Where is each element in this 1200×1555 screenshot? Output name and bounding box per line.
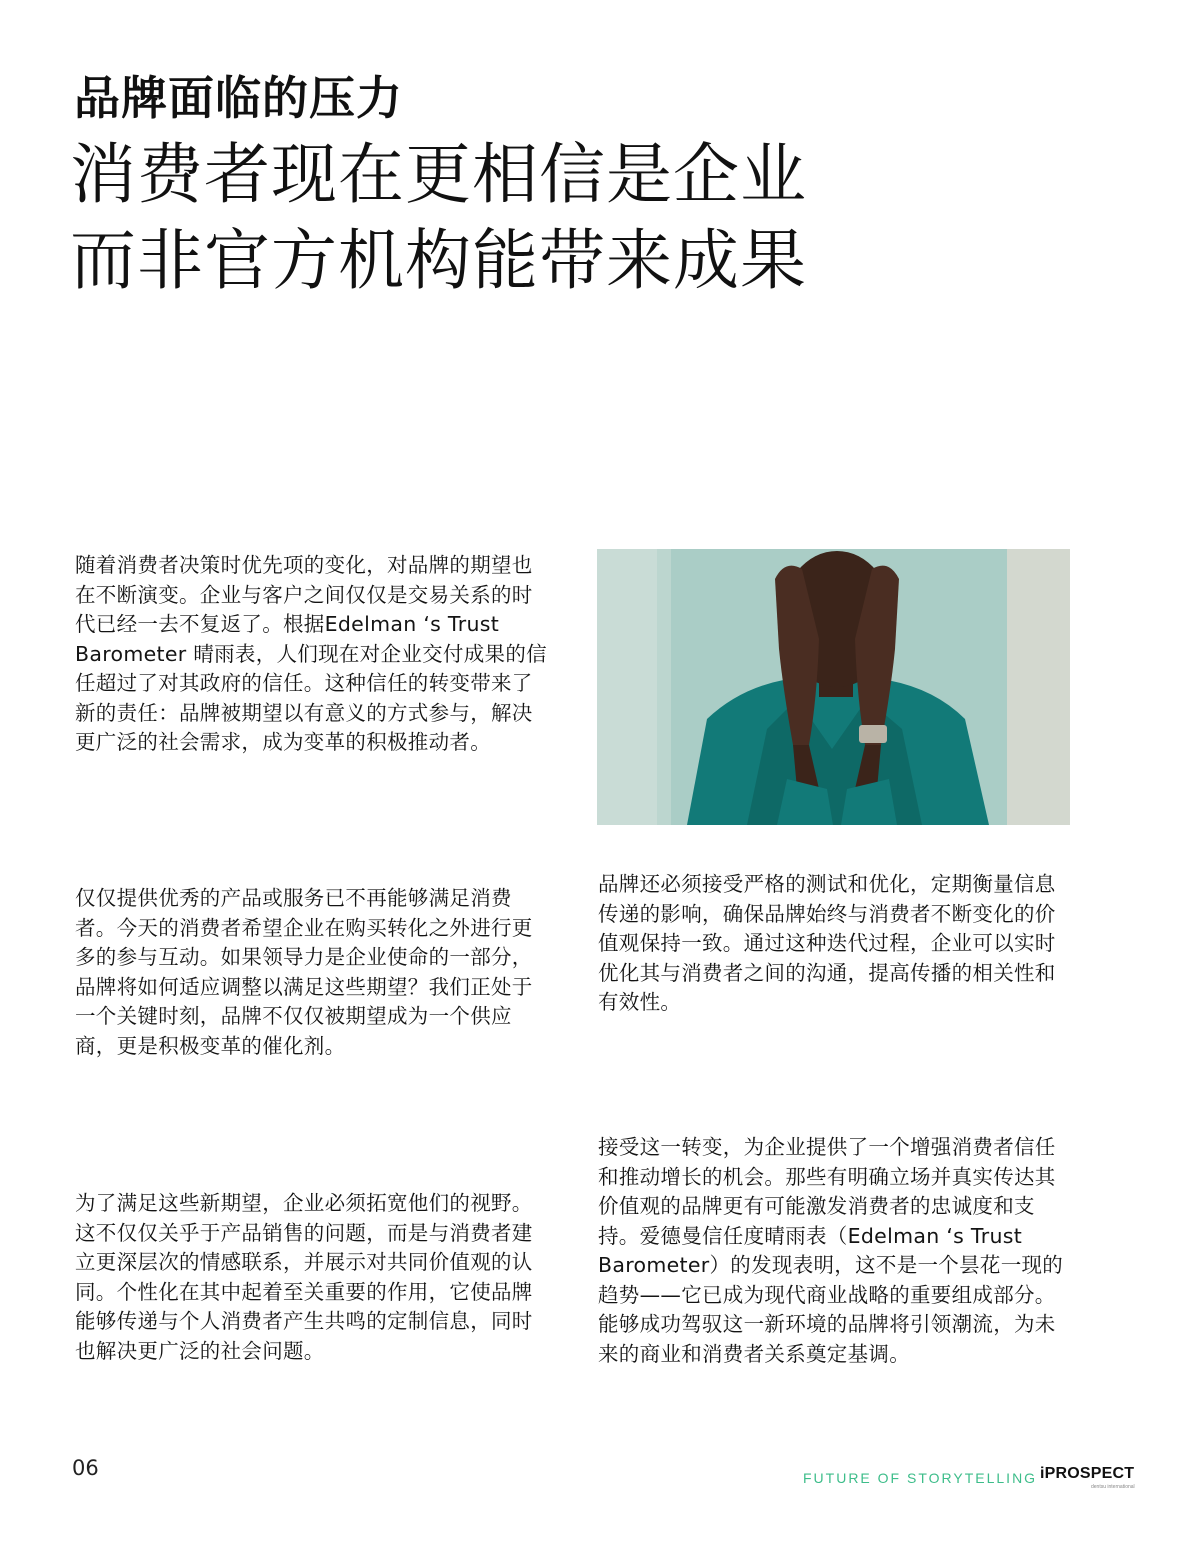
body-paragraph-1: 随着消费者决策时优先项的变化，对品牌的期望也在不断演变。企业与客户之间仅仅是交易关系的时代已经一去不复返了。根据Edelman ‘s Trust Barometer 晴雨表，人们现在对企业交付成果的信任超过了对其政府的信任。这种信任的转变带来了新的责任：品牌被期望以有意义的方式参与，解决更广泛的社会需求，成为变革的积极推动者。 — [75, 553, 547, 754]
man-covering-face-photo — [597, 549, 1070, 825]
brand-logo: iPROSPECT — [1040, 1465, 1135, 1482]
body-paragraph-3: 为了满足这些新期望，企业必须拓宽他们的视野。这不仅仅关乎于产品销售的问题，而是与消费者建立更深层次的情感联系，并展示对共同价值观的认同。个性化在其中起着至关重要的作用，它使品牌能够传递与个人消费者产生共鸣的定制信息，同时也解决更广泛的社会问题。 — [75, 1191, 533, 1363]
page-headline — [70, 132, 807, 304]
brand-logo-subtitle: dentsu international — [1091, 1484, 1135, 1490]
headline-line-1: 消费者现在更相信是企业 — [70, 136, 807, 213]
page-number: 06 — [72, 1456, 99, 1480]
series-title: FUTURE OF STORYTELLING — [803, 1470, 1038, 1486]
body-paragraph-2: 仅仅提供优秀的产品或服务已不再能够满足消费者。今天的消费者希望企业在购买转化之外进行更多的参与互动。如果领导力是企业使命的一部分，品牌将如何适应调整以满足这些期望？我们正处于一个关键时刻，品牌不仅仅被期望成为一个供应商，更是积极变革的催化剂。 — [75, 886, 533, 1058]
section-kicker: 品牌面临的压力 — [74, 71, 403, 125]
headline-line-2: 而非官方机构能带来成果 — [70, 222, 807, 299]
body-paragraph-5: 接受这一转变，为企业提供了一个增强消费者信任和推动增长的机会。那些有明确立场并真实传达其价值观的品牌更有可能激发消费者的忠诚度和支持。爱德曼信任度晴雨表（Edelman ‘s Trust Barometer）的发现表明，这不是一个昙花一现的趋势——它已成为现代商业战略的重要组成部分。能够成功驾驭这一新环境的品牌将引领潮流，为未来的商业和消费者关系奠定基调。 — [598, 1135, 1064, 1366]
body-paragraph-4: 品牌还必须接受严格的测试和优化，定期衡量信息传递的影响，确保品牌始终与消费者不断变化的价值观保持一致。通过这种迭代过程，企业可以实时优化其与消费者之间的沟通，提高传播的相关性和有效性。 — [598, 872, 1056, 1014]
